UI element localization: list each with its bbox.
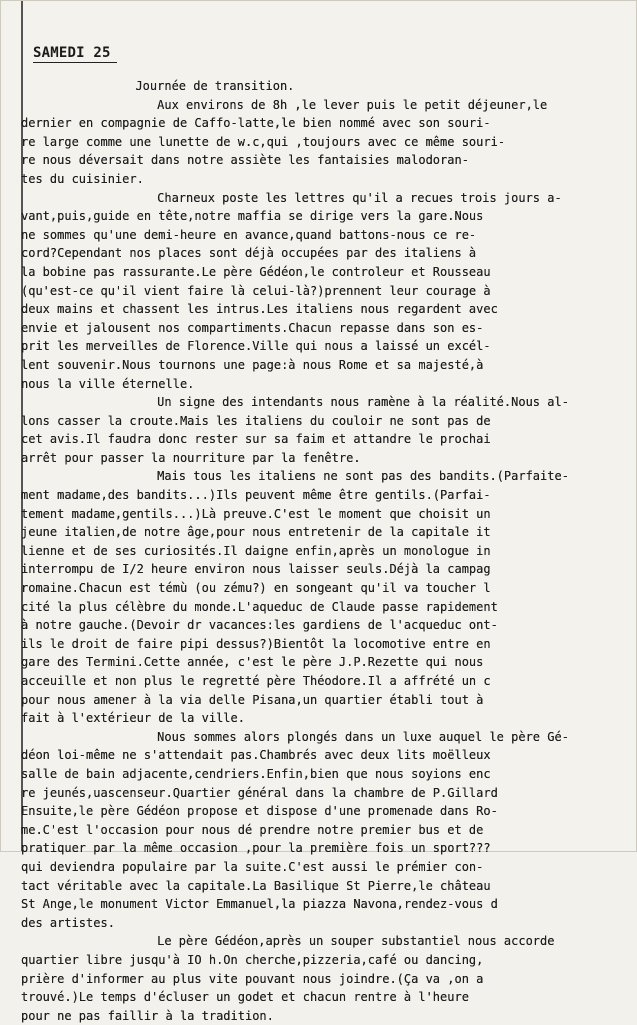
text-line: me.C'est l'occasion pour nous dé prendre notre premier bus et de — [21, 822, 484, 837]
text-line: déon loi-même ne s'attendait pas.Chambrés avec deux lits moëlleux — [21, 748, 491, 763]
body-text — [21, 77, 631, 1025]
text-line: cord?Cependant nos places sont déjà occupées par des italiens à — [21, 246, 477, 261]
text-line: Journée de transition. — [121, 79, 295, 93]
text-line: fait à l'extérieur de la ville. — [21, 711, 245, 726]
text-line: qui deviendra populaire par la suite.C'est aussi le prémier con- — [21, 859, 484, 874]
text-line: arrêt pour passer la nourriture par la fenêtre. — [21, 450, 361, 465]
text-line: re large comme une lunette de w.c,qui ,toujours avec ce même souri- — [21, 134, 506, 149]
heading-underline — [33, 62, 117, 63]
text-line: Ensuite,le père Gédéon propose et dispose d'une promenade dans Ro- — [21, 804, 498, 819]
text-line: deux mains et chassent les intrus.Les italiens nous regardent avec — [21, 302, 498, 317]
text-line: des artistes. — [21, 915, 115, 930]
text-line: quartier libre jusqu'à IO h.On cherche,pizzeria,café ou dancing, — [21, 952, 484, 967]
text-line: ils le droit de faire pipi dessus?)Bientôt la locomotive entre en — [21, 636, 491, 651]
text-line: cité la plus célèbre du monde.L'aqueduc de Claude passe rapidement — [21, 599, 498, 614]
text-line: cet avis.Il faudra donc rester sur sa faim et attandre le prochai — [21, 432, 491, 447]
text-line: lienne et de ses curiosités.Il daigne enfin,après un monologue in — [21, 543, 491, 558]
text-line: Aux environs de 8h ,le lever puis le petit déjeuner,le — [121, 97, 548, 112]
text-line: acceuille et non plus le regretté père Théodore.Il a affrété un c — [21, 674, 491, 688]
page-heading-date: SAMEDI 25 — [33, 45, 111, 61]
text-line: salle de bain adjacente,cendriers.Enfin,bien que nous soyions enc — [21, 766, 491, 781]
text-line: Mais tous les italiens ne sont pas des bandits.(Parfaite- — [121, 469, 569, 484]
text-line: envie et jalousent nos compartiments.Chacun repasse dans son es- — [21, 320, 484, 335]
text-line: vant,puis,guide en tête,notre maffia se dirige vers la gare.Nous — [21, 209, 484, 224]
text-line: trouvé.)Le temps d'écluser un godet et chacun rentre à l'heure — [21, 990, 469, 1005]
text-line: romaine.Chacun est témù (ou zému?) en songeant qu'il va toucher l — [21, 581, 491, 596]
text-line: Charneux poste les lettres qu'il a recues trois jours a- — [121, 190, 562, 205]
text-line: pour ne pas faillir à la tradition. — [21, 1008, 274, 1023]
text-line: pour nous amener à la via delle Pisana,un quartier établi tout à — [21, 692, 484, 707]
text-line: interrompu de I/2 heure environ nous laisser seuls.Déjà la campag — [21, 562, 491, 577]
text-line: nous la ville éternelle. — [21, 376, 195, 391]
text-line: Nous sommes alors plongés dans un luxe auquel le père Gé- — [121, 729, 569, 744]
text-line: tes du cuisinier. — [21, 171, 144, 186]
text-line: lons casser la croute.Mais les italiens du couloir ne sont pas de — [21, 413, 491, 428]
text-line: lent souvenir.Nous tournons une page:à nous Rome et sa majesté,à — [21, 357, 484, 372]
text-line: prit les merveilles de Florence.Ville qui nous a laissé un excél- — [21, 339, 491, 354]
text-line: jeune italien,de notre âge,pour nous entretenir de la capitale it — [21, 525, 491, 540]
text-line: tact véritable avec la capitale.La Basilique St Pierre,le château — [21, 878, 491, 893]
text-line: (qu'est-ce qu'il vient faire là celui-là?)prennent leur courage à — [21, 283, 491, 298]
text-line: ne sommes qu'une demi-heure en avance,quand battons-nous ce re- — [21, 227, 477, 242]
text-line: tement madame,gentils...)Là preuve.C'est le moment que choisit un — [21, 506, 491, 521]
text-line: Le père Gédéon,après un souper substantiel nous accorde — [121, 934, 555, 949]
text-line: ment madame,des bandits...)Ils peuvent même être gentils.(Parfai- — [21, 488, 491, 503]
text-line: prière d'informer au plus vite pouvant nous joindre.(Ça va ,on a — [21, 971, 484, 986]
text-line: pratiquer par la même occasion ,pour la première fois un sport??? — [21, 841, 491, 856]
text-line: dernier en compagnie de Caffo-latte,le bien nommé avec son souri- — [21, 116, 491, 131]
text-line: la bobine pas rassurante.Le père Gédéon,le controleur et Rousseau — [21, 264, 491, 279]
text-line: re jeunés,uascenseur.Quartier général dans la chambre de P.Gillard — [21, 785, 498, 800]
text-line: à notre gauche.(Devoir dr vacances:les gardiens de l'acqueduc ont- — [21, 618, 498, 633]
text-line: Un signe des intendants nous ramène à la réalité.Nous al- — [121, 395, 569, 410]
text-line: St Ange,le monument Victor Emmanuel,la piazza Navona,rendez-vous d — [21, 897, 498, 912]
text-line: gare des Termini.Cette année, c'est le père J.P.Rezette qui nous — [21, 655, 484, 670]
text-line: re nous déversait dans notre assiète les fantaisies malodoran- — [21, 153, 469, 168]
